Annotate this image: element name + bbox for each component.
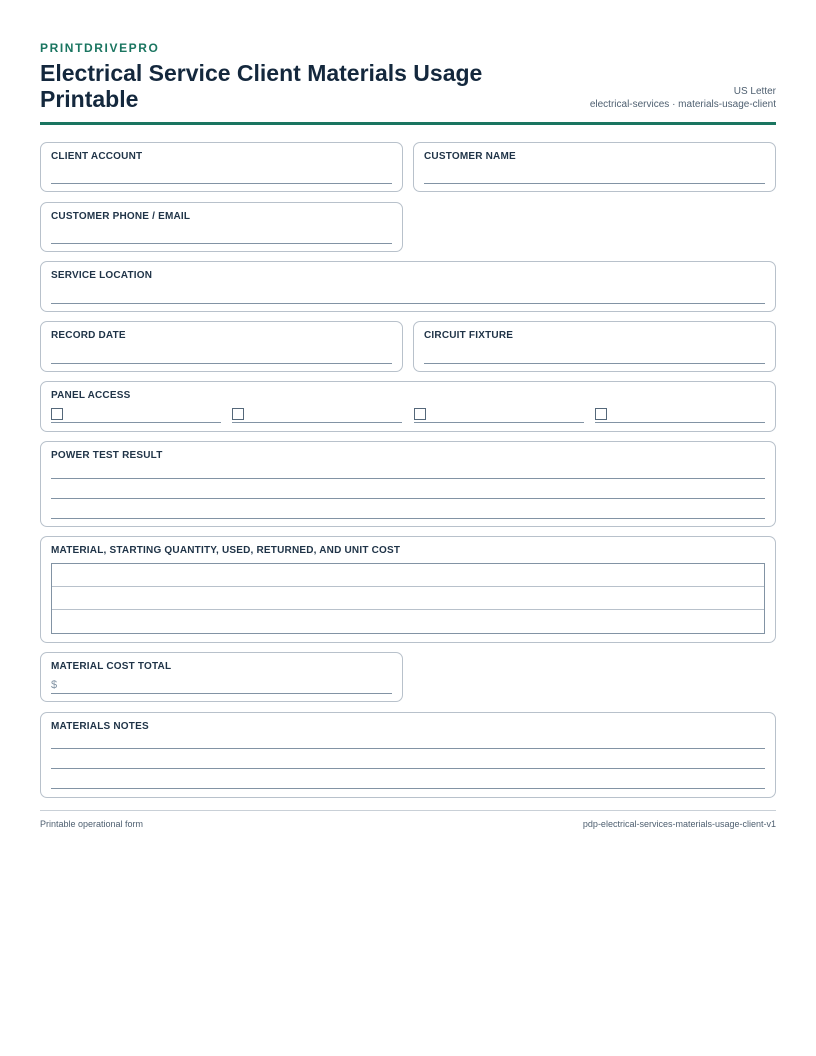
material-cost-total-input-line[interactable] [51, 693, 392, 694]
page-title: Electrical Service Client Materials Usage Printable [40, 60, 483, 112]
materials-notes-line[interactable] [51, 768, 765, 769]
record-date-input-line[interactable] [51, 363, 392, 364]
material-cost-total-field [40, 652, 403, 702]
customer-name-field [413, 142, 776, 192]
material-cost-total-label: MATERIAL COST TOTAL [51, 661, 172, 672]
table-row[interactable] [52, 587, 764, 610]
service-location-label: SERVICE LOCATION [51, 270, 153, 281]
circuit-fixture-field [413, 321, 776, 372]
client-account-label: CLIENT ACCOUNT [51, 151, 143, 162]
paper-size: US Letter [733, 86, 776, 97]
footer-description: Printable operational form [40, 819, 144, 829]
power-test-result-line[interactable] [51, 498, 765, 499]
footer-divider [40, 810, 776, 811]
power-test-result-line[interactable] [51, 478, 765, 479]
client-account-input-line[interactable] [51, 183, 392, 184]
materials-table-field [40, 536, 776, 643]
customer-contact-input-line[interactable] [51, 243, 392, 244]
materials-notes-line[interactable] [51, 748, 765, 749]
panel-access-label: PANEL ACCESS [51, 390, 131, 401]
record-date-label: RECORD DATE [51, 330, 126, 341]
table-row[interactable] [52, 564, 764, 587]
panel-access-option [232, 408, 402, 423]
checkbox[interactable] [232, 408, 244, 420]
brand-name: PRINTDRIVEPRO [40, 41, 160, 55]
table-row[interactable] [52, 610, 764, 633]
header-divider [40, 122, 776, 125]
materials-table-label: MATERIAL, STARTING QUANTITY, USED, RETURNED, AND UNIT COST [51, 545, 401, 556]
materials-notes-line[interactable] [51, 788, 765, 789]
checkbox[interactable] [595, 408, 607, 420]
checkbox[interactable] [51, 408, 63, 420]
materials-table [51, 563, 765, 634]
panel-access-field [40, 381, 776, 432]
service-location-field [40, 261, 776, 312]
power-test-result-line[interactable] [51, 518, 765, 519]
client-account-field [40, 142, 403, 192]
customer-name-input-line[interactable] [424, 183, 765, 184]
power-test-result-field [40, 441, 776, 527]
panel-access-option [414, 408, 584, 423]
panel-access-options [51, 408, 765, 423]
checkbox[interactable] [414, 408, 426, 420]
panel-access-option [51, 408, 221, 423]
panel-access-option [595, 408, 765, 423]
form-id: pdp-electrical-services-materials-usage-client-v1 [582, 819, 776, 829]
materials-notes-label: MATERIALS NOTES [51, 721, 149, 732]
currency-symbol: $ [51, 679, 58, 691]
form-tags: electrical-services · materials-usage-client [589, 99, 776, 110]
circuit-fixture-input-line[interactable] [424, 363, 765, 364]
materials-notes-field [40, 712, 776, 798]
circuit-fixture-label: CIRCUIT FIXTURE [424, 330, 514, 341]
customer-name-label: CUSTOMER NAME [424, 151, 516, 162]
customer-contact-label: CUSTOMER PHONE / EMAIL [51, 211, 191, 222]
power-test-result-label: POWER TEST RESULT [51, 450, 163, 461]
header-meta [590, 85, 776, 111]
customer-contact-field [40, 202, 403, 252]
record-date-field [40, 321, 403, 372]
service-location-input-line[interactable] [51, 303, 765, 304]
